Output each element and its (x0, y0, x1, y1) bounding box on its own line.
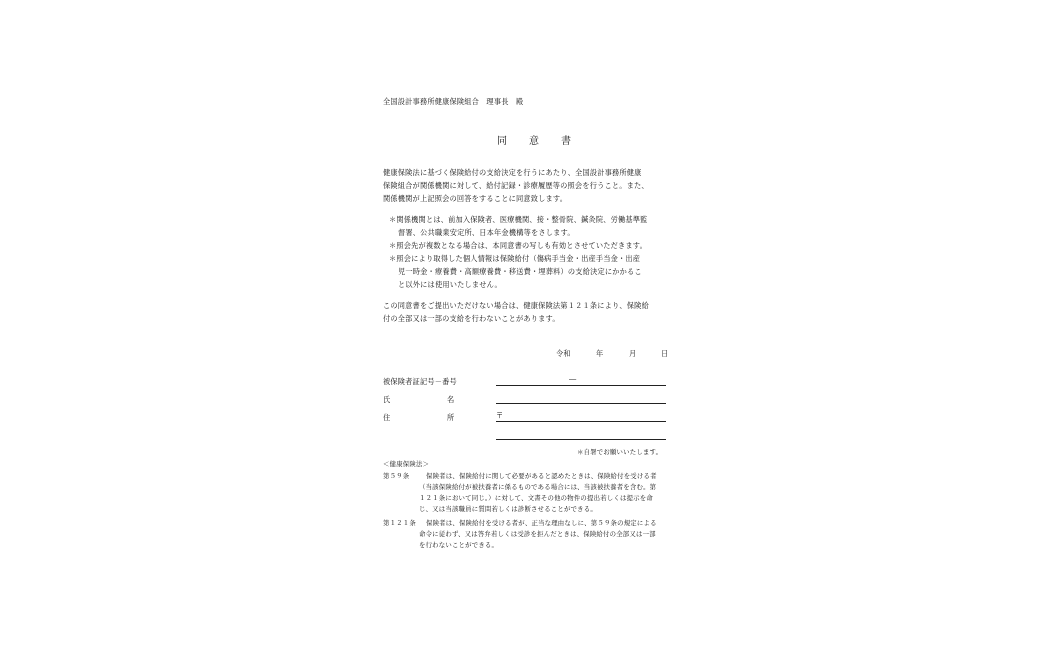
note-line-4: ＊照会により取得した個人情報は保険給付（傷病手当金・出産手当金・出産 (389, 254, 641, 263)
law-heading: ＜健康保険法＞ (383, 460, 430, 468)
body-line-1: 健康保険法に基づく保険給付の支給決定を行うにあたり、全国設計事務所健康 (383, 168, 642, 177)
note-line-6: と以外には使用いたしません。 (398, 280, 502, 289)
article-59-label: 第５９条 (383, 472, 410, 480)
name-line (496, 403, 666, 404)
date-month: 月 (629, 349, 637, 358)
postal-mark: 〒 (496, 411, 504, 420)
address-label-2: 所 (447, 413, 455, 422)
date-day: 日 (661, 349, 669, 358)
address-line-2 (496, 439, 666, 440)
addressee: 全国設計事務所健康保険組合 理事長 殿 (383, 97, 524, 106)
warning-line-1: この同意書をご提出いただけない場合は、健康保険法第１２１条により、保険給 (383, 301, 649, 310)
article-59-line-3: １２１条において同じ。）に対して、文書その他の物件の提出若しくは提示を命 (419, 494, 653, 502)
article-59-line-1: 保険者は、保険給付に関して必要があると認めたときは、保険給付を受ける者 (426, 472, 657, 480)
signature-note: ＊自署でお願いいたします。 (577, 448, 663, 456)
date-year: 年 (596, 349, 604, 358)
warning-line-2: 付の全部又は一部の支給を行わないことがあります。 (383, 314, 560, 323)
note-line-3: ＊照会先が複数となる場合は、本同意書の写しも有効とさせていただきます。 (389, 241, 647, 250)
note-line-1: ＊関係機関とは、前加入保険者、医療機関、接・整骨院、鍼灸院、労働基準監 (389, 215, 648, 224)
article-121-line-2: 命令に従わず、又は答弁若しくは受診を拒んだときは、保険給付の全部又は一部 (419, 530, 656, 538)
article-121-line-1: 保険者は、保険給付を受ける者が、正当な理由なしに、第５９条の規定による (426, 519, 657, 527)
address-line-1 (496, 421, 666, 422)
document-title: 同 意 書 (497, 136, 577, 147)
article-59-line-2: （当該保険給付が被扶養者に係るものである場合には、当該被扶養者を含む。第 (419, 483, 657, 491)
body-line-3: 関係機関が上記照会の回答をすることに同意致します。 (383, 194, 568, 203)
address-label-1: 住 (383, 413, 391, 422)
name-label-2: 名 (447, 395, 455, 404)
article-59-line-4: じ、又は当該職員に質問若しくは診断させることができる。 (419, 505, 597, 513)
insured-number-label: 被保険者証記号－番号 (383, 377, 457, 386)
date-era: 令和 (556, 349, 571, 358)
name-label-1: 氏 (383, 395, 391, 404)
insured-number-line (496, 385, 666, 386)
insured-number-dash: ― (569, 374, 577, 383)
note-line-2: 督署、公共職業安定所、日本年金機構等をさします。 (398, 228, 575, 237)
article-121-line-3: を行わないことができる。 (419, 541, 499, 549)
article-121-label: 第１２１条 (383, 519, 416, 527)
note-line-5: 児一時金・療養費・高額療養費・移送費・埋葬料）の支給決定にかかるこ (398, 267, 642, 276)
body-line-2: 保険組合が関係機関に対して、給付記録・診療履歴等の照会を行うこと。また、 (383, 181, 649, 190)
